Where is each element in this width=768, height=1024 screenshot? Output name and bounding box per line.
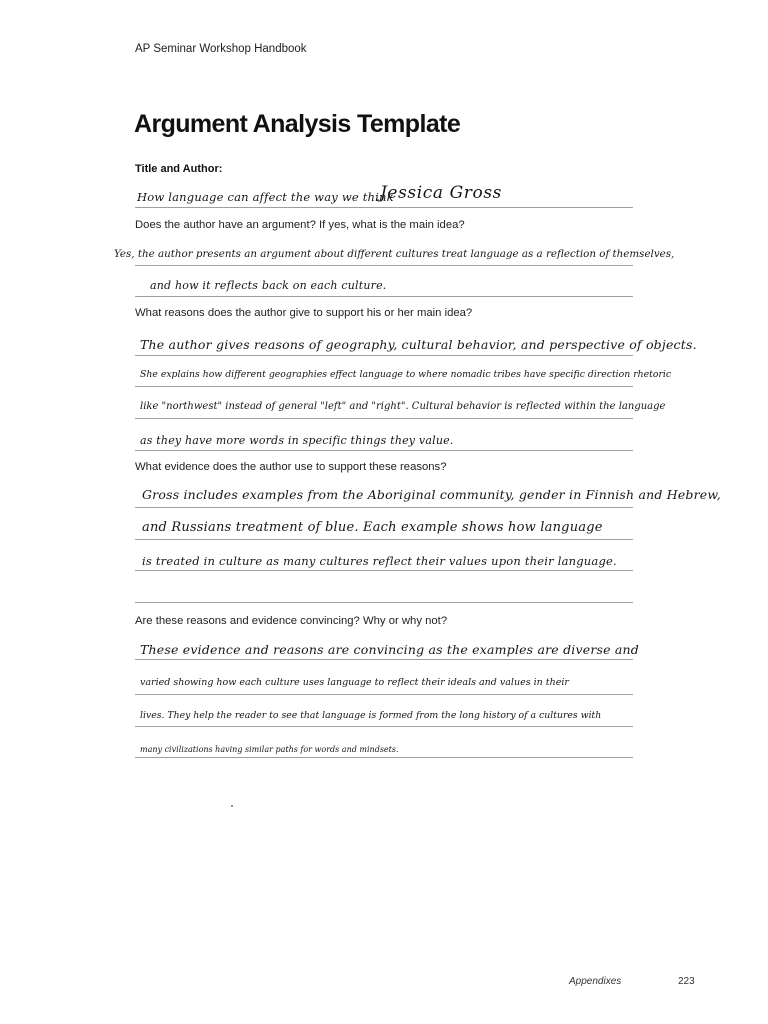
answer-line [135, 296, 633, 297]
answer-line-text: as they have more words in specific things they value. [140, 434, 454, 447]
page-number: 223 [678, 976, 695, 987]
question-main-idea: Does the author have an argument? If yes, what is the main idea? [135, 219, 465, 231]
answer-line [135, 450, 633, 451]
answer-line [135, 757, 633, 758]
answer-line [135, 539, 633, 540]
answer-line-text: She explains how different geographies effect language to where nomadic tribes have specific direction rhetoric [140, 369, 672, 380]
answer-line-text: Gross includes examples from the Aboriginal community, gender in Finnish and Hebrew, [142, 487, 721, 502]
answer-line-text: varied showing how each culture uses language to reflect their ideals and values in their [140, 677, 569, 688]
footer-section: Appendixes [569, 976, 622, 987]
question-evidence: What evidence does the author use to support these reasons? [135, 461, 447, 473]
answer-line-text: and Russians treatment of blue. Each example shows how language [142, 520, 603, 535]
answer-line [135, 659, 633, 660]
answer-line [135, 265, 633, 266]
stray-mark [231, 805, 233, 807]
answer-line [135, 570, 633, 571]
answer-line [135, 386, 633, 387]
question-convincing: Are these reasons and evidence convincing? Why or why not? [135, 615, 448, 627]
answer-line-text: lives. They help the reader to see that language is formed from the long history of a cultures with [140, 710, 602, 721]
answer-line [135, 207, 633, 208]
question-reasons: What reasons does the author give to support his or her main idea? [135, 307, 473, 319]
answer-line-text: The author gives reasons of geography, cultural behavior, and perspective of objects. [140, 337, 697, 352]
answer-line [135, 602, 633, 603]
answer-line-text: like "northwest" instead of general "left" and "right". Cultural behavior is reflected within the language [140, 401, 666, 412]
answer-author-text: Jessica Gross [380, 183, 503, 203]
answer-line [135, 355, 633, 356]
answer-line-text: many civilizations having similar paths for words and mindsets. [140, 745, 399, 754]
answer-line [135, 694, 633, 695]
title-author-label: Title and Author: [135, 163, 223, 175]
answer-line-text: Yes, the author presents an argument about different cultures treat language as a reflection of themselves, [114, 248, 675, 260]
page-title: Argument Analysis Template [134, 110, 461, 138]
answer-line [135, 507, 633, 508]
answer-line-text: and how it reflects back on each culture. [150, 279, 387, 292]
answer-line-text: These evidence and reasons are convincing as the examples are diverse and [140, 642, 639, 657]
answer-title-text: How language can affect the way we think [137, 190, 394, 204]
answer-line [135, 418, 633, 419]
handbook-header: AP Seminar Workshop Handbook [135, 43, 307, 55]
answer-line [135, 726, 633, 727]
answer-line-text: is treated in culture as many cultures reflect their values upon their language. [142, 554, 617, 568]
